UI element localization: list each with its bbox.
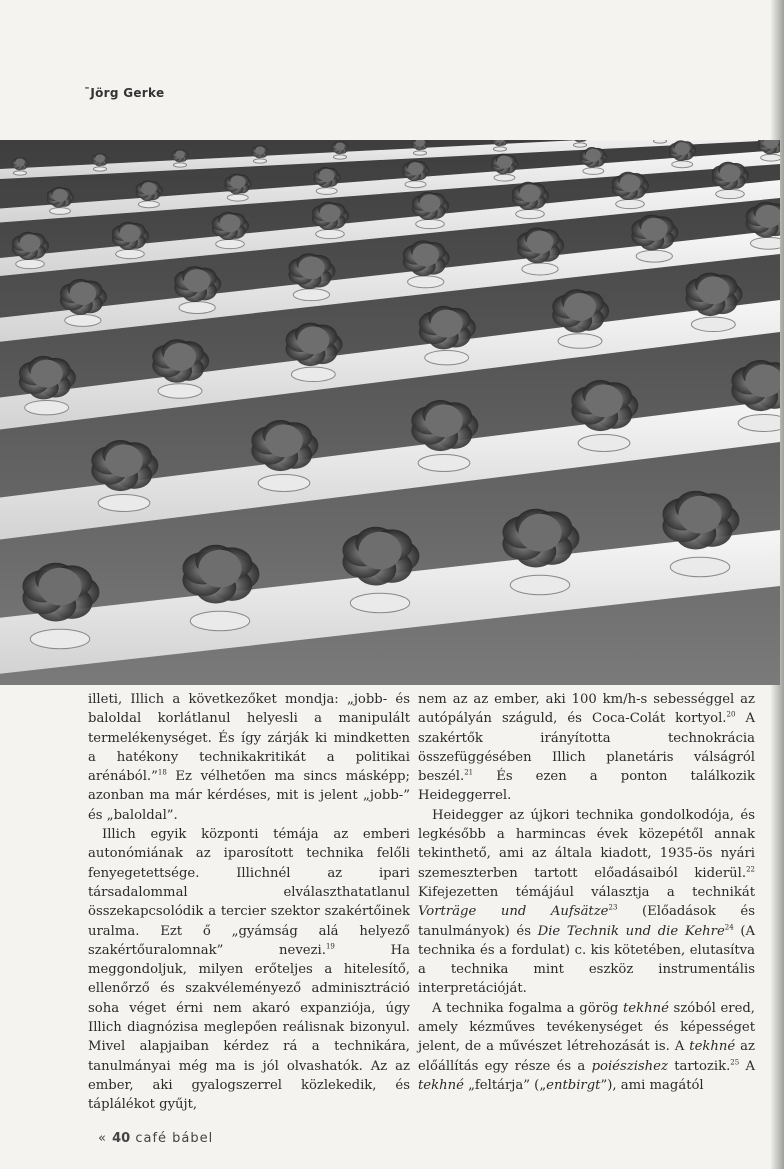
lettuce-head (403, 240, 450, 287)
left-paragraph-2: Illich egyik központi témája az emberi autonómiának az iparosított technika felőli fenyegetettsége. Illichnél az ipari társadalommal elválaszthatatlanul összekapcsolódik a tercier szektor szakértőinek uralma. Ezt ő „gyámság alá helyező szakértőuralomnak” nevezi.$^{19}$ Ha meggondoljuk, milyen erőteljes a hitelesítő, ellenőrző és szakvéleményező adminisztráció soha véget érni nem akaró expanziója, úgy Illich diagnózisa meglepően reálisnak bizonyul. Mivel alapjaiban kérdez rá a technikára, tanulmányai még ma is jól olvashatók. Az az ember, aki gyalogszerrel közlekedik, és táplálékot gyűjt, (88, 827, 410, 1113)
lettuce-head (251, 420, 318, 491)
right-column (418, 690, 755, 1095)
lettuce-head (182, 545, 259, 631)
lettuce-head (174, 266, 221, 313)
lettuce-head (12, 232, 49, 269)
lettuce-head (286, 323, 343, 382)
lettuce-head (746, 202, 780, 249)
left-paragraph-1: illeti, Illich a következőket mondja: „jobb- és baloldal korlátlanul helyesli a manipulált termelékenységet. És így zárják ki mindketten a hatékony technikakritikát a politikai arénából.”$^{18}$ Ez vélhetően ma sincs másképp; azonban ma már kérdéses, mit is jelent „jobb-” és „baloldal”. (88, 692, 410, 823)
lettuce-head (313, 167, 340, 194)
lettuce-head (669, 140, 696, 167)
lettuce-head (662, 491, 739, 577)
lettuce-head (19, 356, 76, 415)
footnote-ref: 23 (608, 903, 618, 912)
lettuce-head (491, 154, 518, 181)
footnote-ref: 18 (157, 768, 167, 777)
magazine-title: café bábel (135, 1131, 214, 1146)
lettuce-head (332, 141, 349, 159)
lettuce-head (60, 279, 107, 326)
lettuce-head (412, 192, 449, 229)
lettuce-head (136, 180, 163, 207)
footnote-ref: 22 (746, 865, 755, 874)
lettuce-head (252, 145, 269, 163)
lettuce-head (312, 202, 349, 239)
lettuce-head (412, 140, 429, 155)
lettuce-head (172, 149, 189, 167)
lettuce-head (512, 182, 549, 219)
right-paragraph-2: Heidegger az újkori technika gondolkodója, és legkésőbb a harmincas évek közepétől annak tekinthető, ami az általa kiadott, 1935-ös nyári szemeszterben tartott előadásaiból kiderül.$^{22}$ Kifejezetten témájául választja a technikát Vorträge und Aufsätze$^{23}$ (Előadások és tanulmányok) és Die Technik und die Kehre$^{24}$ (A technika és a fordulat) c. kis kötetében, elutasítva a technika mint eszköz instrumentális interpretációját. (418, 807, 755, 997)
footnote-ref: 21 (464, 768, 474, 777)
lettuce-head (112, 222, 149, 259)
lettuce-head (758, 140, 780, 161)
lettuce-head (91, 440, 158, 511)
lettuce-head (22, 563, 99, 649)
right-paragraph-1: nem az az ember, aki 100 km/h-s sebességgel az autópályán száguld, és Coca-Colát kortyol.$^{20}$ A szakértők irányította technokrácia összefüggésében Illich planetáris válságról beszél.$^{21}$ És ezen a ponton találkozik Heideggerrel. (418, 692, 756, 804)
lettuce-head (571, 380, 638, 451)
lettuce-head (686, 273, 743, 332)
book-title: Vorträge und Aufsätze (418, 904, 609, 920)
footnote-ref: 20 (726, 710, 736, 719)
lettuce-head (47, 187, 74, 214)
footnote-ref: 24 (724, 923, 734, 932)
lettuce-head (12, 157, 29, 175)
lettuce-head (152, 339, 209, 398)
lettuce-photo (0, 140, 780, 685)
lettuce-head (92, 153, 109, 171)
lettuce-head (342, 527, 419, 613)
book-title: Die Technik und die Kehre (537, 923, 725, 939)
lettuce-head (580, 147, 607, 174)
author-mark: ˉ (84, 86, 91, 100)
lettuce-head (411, 400, 478, 471)
footnote-ref: 25 (730, 1058, 740, 1067)
lettuce-head (731, 360, 780, 431)
author-name: Jörg Gerke (90, 86, 165, 100)
lettuce-head (212, 212, 249, 249)
page-footer (98, 1131, 213, 1146)
right-paragraph-3: A technika fogalma a görög tekhné szóból ered, amely kézműves tevékenységet és képességet jelent, de a művészet létrehozását is. A tekhné az előállítás egy része és a poiészishez tartozik.$^{25}$ A tekhné „feltárja” („entbirgt”), ami magától (418, 1000, 756, 1093)
lettuce-head (612, 172, 649, 209)
lettuce-head (552, 289, 609, 348)
lettuce-head (502, 509, 579, 595)
lettuce-head (631, 215, 678, 262)
footnote-ref: 19 (325, 942, 335, 951)
lettuce-head (288, 253, 335, 300)
lettuce-head (225, 174, 252, 201)
lettuce-photo-svg (0, 140, 780, 685)
lettuce-head (712, 162, 749, 199)
lettuce-head (517, 228, 564, 275)
lettuce-head (419, 306, 476, 365)
lettuce-head (402, 160, 429, 187)
running-head-author (84, 86, 164, 100)
page-number: 40 (112, 1131, 131, 1146)
left-column (88, 690, 410, 1115)
footer-guillemet: « (98, 1131, 107, 1146)
